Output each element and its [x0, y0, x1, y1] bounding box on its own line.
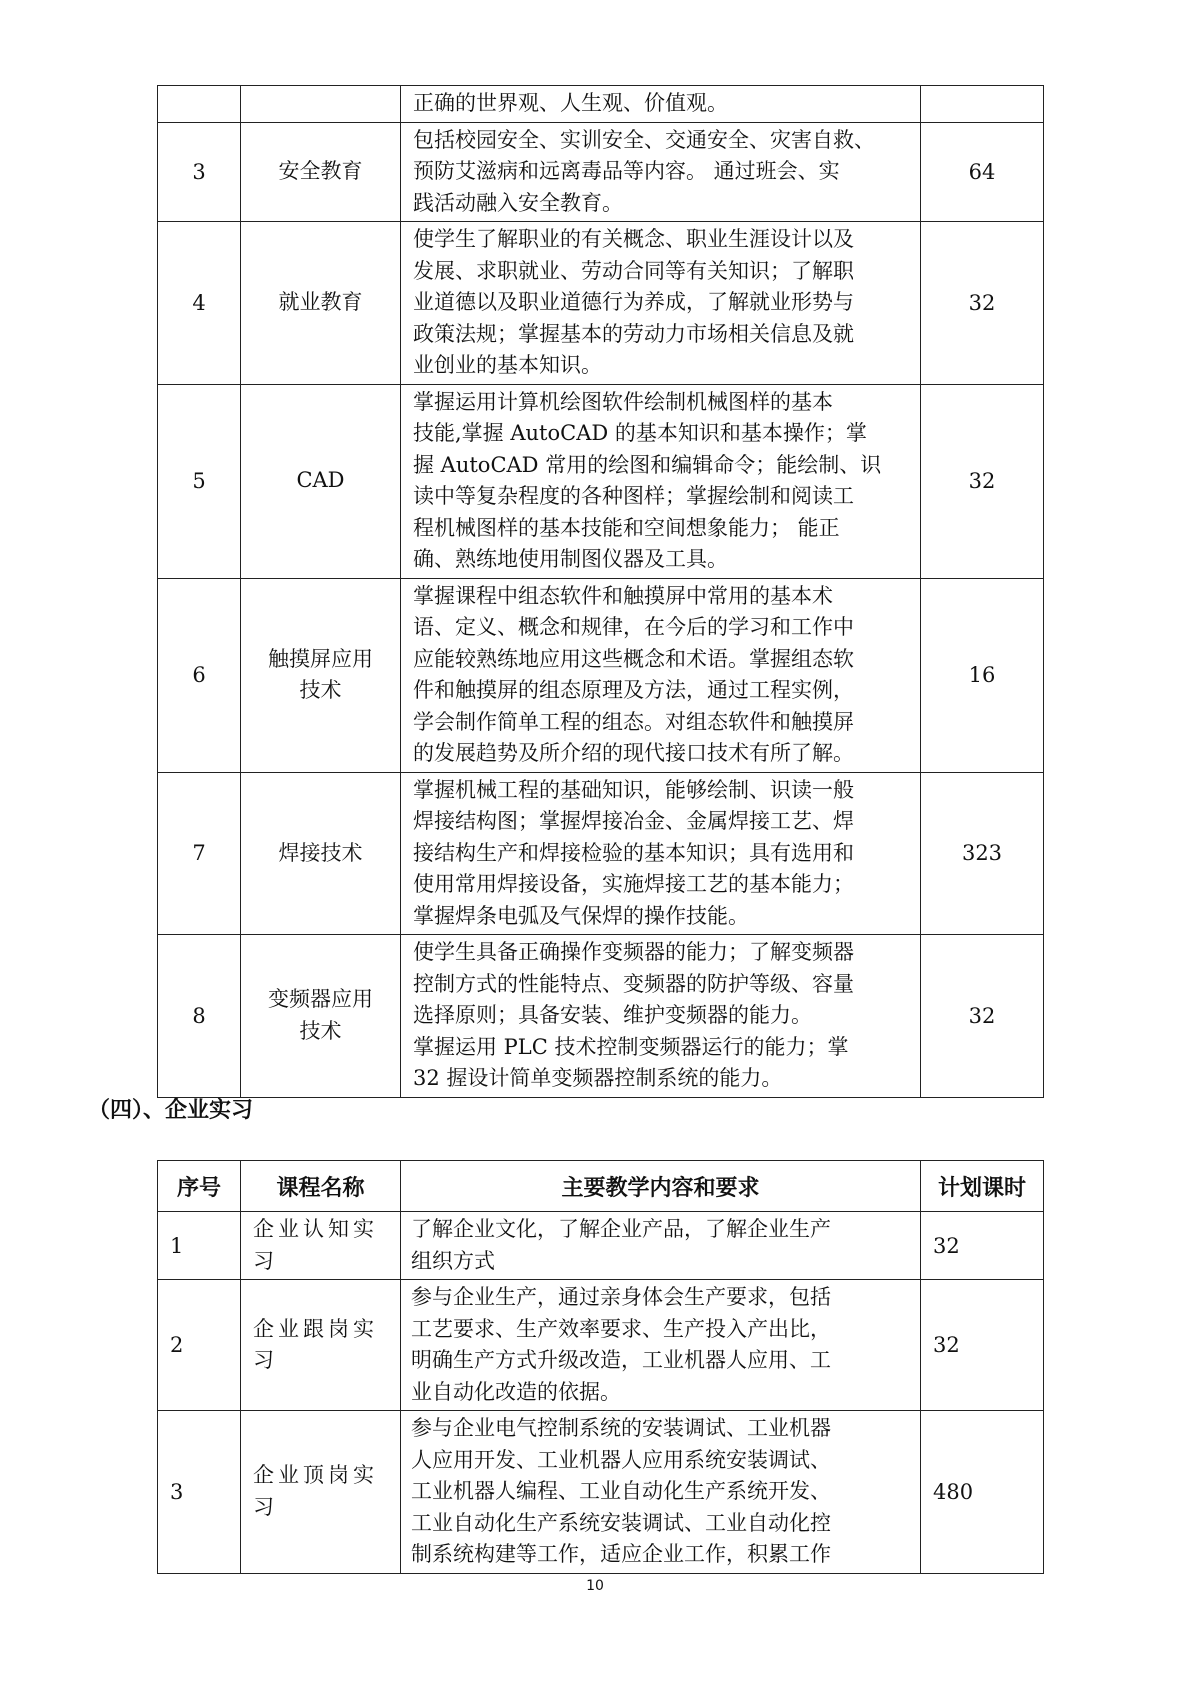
table-row [158, 578, 1044, 772]
planned-hours: 32 [921, 222, 1044, 385]
content-line: 组织方式 [411, 1248, 495, 1273]
content-line: 确、熟练地使用制图仪器及工具。 [413, 547, 728, 571]
row-number: 8 [158, 935, 241, 1098]
content-line: 握 AutoCAD 常用的绘图和编辑命令；能绘制、识 [413, 452, 882, 477]
table-row [158, 384, 1044, 578]
row-number: 5 [158, 384, 241, 578]
course-name-line: 技术 [299, 678, 342, 702]
course-name-line: 习 [253, 1248, 278, 1273]
course-name: CAD [241, 384, 401, 578]
content-line: 控制方式的性能特点、变频器的防护等级、容量 [413, 971, 854, 996]
content-line: 选择原则；具备安装、维护变频器的能力。 [413, 1003, 812, 1027]
course-content [401, 86, 921, 123]
course-name-line: 变频器应用 [268, 987, 373, 1012]
table-row [158, 222, 1044, 385]
table-row [158, 935, 1044, 1098]
content-line: 掌握机械工程的基础知识，能够绘制、识读一般 [413, 777, 854, 802]
content-line: 掌握课程中组态软件和触摸屏中常用的基本术 [413, 583, 833, 608]
content-line: 参与企业生产，通过亲身体会生产要求，包括 [411, 1285, 831, 1309]
content-line: 工艺要求、生产效率要求、生产投入产出比， [411, 1316, 831, 1341]
row-number: 7 [158, 772, 241, 935]
content-line: 程机械图样的基本技能和空间想象能力； 能正 [413, 515, 840, 540]
content-line: 践活动融入安全教育。 [413, 190, 623, 215]
course-name-line: 触摸屏应用 [268, 646, 373, 671]
course-name-line: 习 [253, 1494, 278, 1519]
planned-hours [921, 86, 1044, 123]
row-number: 1 [158, 1212, 241, 1280]
internship-table [157, 1160, 1044, 1574]
content-line: 学会制作简单工程的组态。对组态软件和触摸屏 [413, 709, 854, 734]
content-line: 语、定义、概念和规律，在今后的学习和工作中 [413, 615, 854, 639]
row-number: 4 [158, 222, 241, 385]
planned-hours: 16 [921, 578, 1044, 772]
content-line: 使学生具备正确操作变频器的能力；了解变频器 [413, 940, 854, 964]
content-line: 工业机器人编程、工业自动化生产系统开发、 [411, 1479, 831, 1503]
course-content [401, 772, 921, 935]
table-row [158, 772, 1044, 935]
course-name-line: 技术 [299, 1018, 342, 1043]
planned-hours: 480 [921, 1411, 1044, 1574]
row-number [158, 86, 241, 123]
content-line: 掌握焊条电弧及气保焊的操作技能。 [413, 903, 749, 928]
course-name: 焊接技术 [241, 772, 401, 935]
content-line: 制系统构建等工作，适应企业工作，积累工作 [411, 1542, 831, 1566]
content-line: 掌握运用 PLC 技术控制变频器运行的能力；掌 [413, 1034, 849, 1059]
content-line: 焊接结构图；掌握焊接冶金、金属焊接工艺、焊 [413, 809, 854, 833]
content-line: 业道德以及职业道德行为养成，了解就业形势与 [413, 290, 854, 314]
content-line: 应能较熟练地应用这些概念和术语。掌握组态软 [413, 646, 854, 671]
row-number: 3 [158, 1411, 241, 1574]
content-line: 使用常用焊接设备，实施焊接工艺的基本能力； [413, 872, 854, 896]
course-name-line: 企业跟岗实 [253, 1316, 378, 1341]
table-row [158, 1411, 1044, 1574]
course-name [241, 1280, 401, 1411]
content-line: 接结构生产和焊接检验的基本知识；具有选用和 [413, 840, 854, 865]
course-content [401, 578, 921, 772]
content-line: 读中等复杂程度的各种图样；掌握绘制和阅读工 [413, 484, 854, 508]
planned-hours: 32 [921, 384, 1044, 578]
course-name: 安全教育 [241, 122, 401, 222]
table-row [158, 122, 1044, 222]
table-header-row [158, 1161, 1044, 1212]
planned-hours: 32 [921, 935, 1044, 1098]
table-row [158, 1280, 1044, 1411]
content-line: 业自动化改造的依据。 [411, 1379, 621, 1404]
content-line: 掌握运用计算机绘图软件绘制机械图样的基本 [413, 389, 833, 414]
content-line: 预防艾滋病和远离毒品等内容。 通过班会、实 [413, 159, 840, 183]
row-number: 2 [158, 1280, 241, 1411]
row-number: 6 [158, 578, 241, 772]
content-line: 人应用开发、工业机器人应用系统安装调试、 [411, 1447, 831, 1472]
header-name: 课程名称 [241, 1161, 401, 1212]
course-name [241, 578, 401, 772]
section-title: （四）、企业实习 [88, 1098, 254, 1123]
table-row [158, 1212, 1044, 1280]
header-content: 主要教学内容和要求 [401, 1161, 921, 1212]
content-line: 了解企业文化，了解企业产品，了解企业生产 [411, 1217, 831, 1241]
course-name [241, 935, 401, 1098]
content-line: 工业自动化生产系统安装调试、工业自动化控 [411, 1510, 831, 1535]
page-number: 10 [586, 1578, 604, 1594]
row-number: 3 [158, 122, 241, 222]
course-name-line: 企业认知实 [253, 1217, 378, 1241]
course-name-line: 企业顶岗实 [253, 1463, 378, 1488]
header-hours: 计划课时 [921, 1161, 1044, 1212]
course-content [401, 935, 921, 1098]
course-name [241, 1212, 401, 1280]
content-line: 32 握设计简单变频器控制系统的能力。 [413, 1066, 783, 1090]
content-line: 明确生产方式升级改造，工业机器人应用、工 [411, 1348, 831, 1372]
course-content [401, 122, 921, 222]
course-name-line: 习 [253, 1348, 278, 1372]
content-line: 使学生了解职业的有关概念、职业生涯设计以及 [413, 227, 854, 251]
content-line: 发展、求职就业、劳动合同等有关知识；了解职 [413, 258, 854, 283]
course-table-continued [157, 85, 1044, 1098]
planned-hours: 323 [921, 772, 1044, 935]
content-line: 政策法规；掌握基本的劳动力市场相关信息及就 [413, 321, 854, 346]
course-name [241, 1411, 401, 1574]
content-line: 件和触摸屏的组态原理及方法，通过工程实例， [413, 678, 854, 702]
course-content [401, 1280, 921, 1411]
planned-hours: 32 [921, 1280, 1044, 1411]
content-line: 参与企业电气控制系统的安装调试、工业机器 [411, 1416, 831, 1440]
planned-hours: 32 [921, 1212, 1044, 1280]
content-line: 技能,掌握 AutoCAD 的基本知识和基本操作；掌 [413, 421, 867, 445]
content-line: 包括校园安全、实训安全、交通安全、灾害自救、 [413, 127, 875, 152]
header-num: 序号 [158, 1161, 241, 1212]
course-name: 就业教育 [241, 222, 401, 385]
content-line: 正确的世界观、人生观、价值观。 [413, 91, 728, 115]
course-content [401, 384, 921, 578]
content-line: 的发展趋势及所介绍的现代接口技术有所了解。 [413, 741, 854, 765]
content-line: 业创业的基本知识。 [413, 353, 602, 377]
course-name [241, 86, 401, 123]
course-content [401, 1212, 921, 1280]
course-content [401, 222, 921, 385]
course-content [401, 1411, 921, 1574]
table-row [158, 86, 1044, 123]
planned-hours: 64 [921, 122, 1044, 222]
